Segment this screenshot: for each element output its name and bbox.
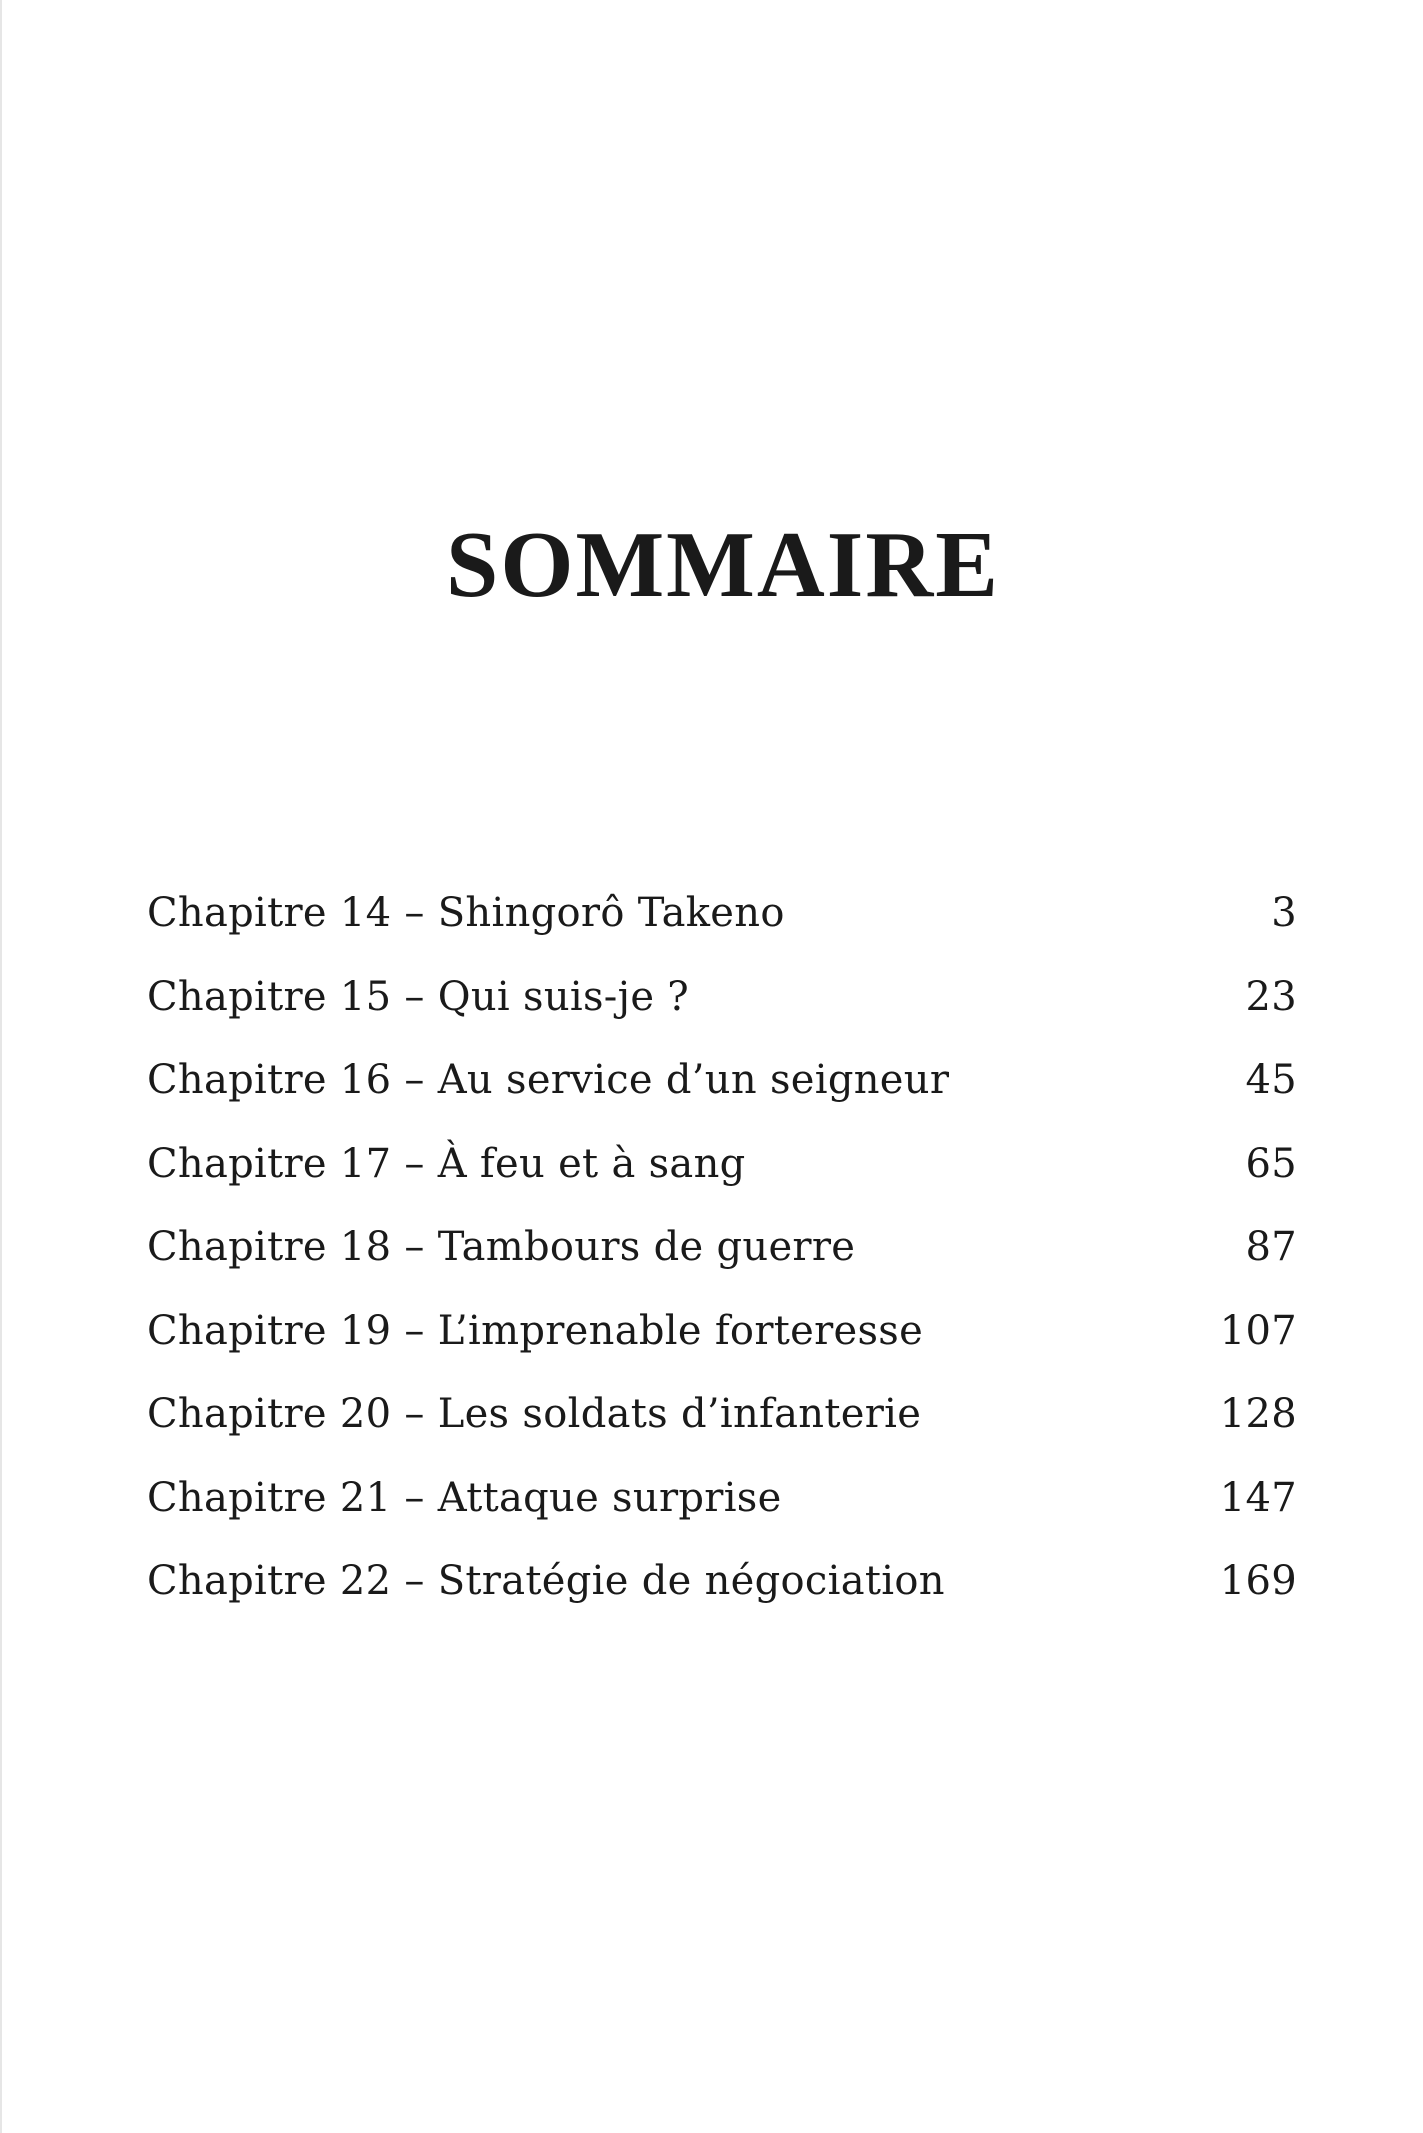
toc-entry-page-number: 128 bbox=[1219, 1391, 1297, 1437]
toc-entry-chapter-14 bbox=[147, 872, 1297, 956]
table-of-contents bbox=[147, 872, 1297, 1624]
toc-entry-label: Chapitre 19 – L’imprenable forteresse bbox=[147, 1307, 924, 1354]
toc-entry-label: Chapitre 21 – Attaque surprise bbox=[147, 1474, 782, 1521]
toc-entry-page-number: 23 bbox=[1245, 973, 1297, 1020]
toc-entry-label: Chapitre 15 – Qui suis-je ? bbox=[147, 973, 690, 1020]
toc-entry-label: Chapitre 16 – Au service d’un seigneur bbox=[147, 1057, 950, 1103]
toc-entry-label: Chapitre 22 – Stratégie de négociation bbox=[147, 1558, 945, 1604]
page-edge bbox=[0, 0, 2, 2133]
toc-entry-page-number: 147 bbox=[1219, 1474, 1297, 1521]
toc-entry-page-number: 3 bbox=[1271, 890, 1297, 936]
toc-entry-page-number: 107 bbox=[1219, 1307, 1297, 1354]
toc-entry-chapter-15 bbox=[147, 956, 1297, 1040]
toc-entry-chapter-21 bbox=[147, 1457, 1297, 1541]
toc-entry-chapter-18 bbox=[147, 1206, 1297, 1290]
toc-entry-chapter-16 bbox=[147, 1039, 1297, 1123]
toc-entry-label: Chapitre 17 – À feu et à sang bbox=[147, 1140, 746, 1187]
toc-entry-label: Chapitre 18 – Tambours de guerre bbox=[147, 1224, 856, 1270]
toc-entry-page-number: 45 bbox=[1245, 1057, 1297, 1103]
toc-entry-label: Chapitre 20 – Les soldats d’infanterie bbox=[147, 1391, 922, 1437]
toc-entry-chapter-22 bbox=[147, 1540, 1297, 1624]
toc-entry-chapter-20 bbox=[147, 1373, 1297, 1457]
page-title: SOMMAIRE bbox=[446, 513, 1000, 617]
toc-entry-page-number: 87 bbox=[1245, 1224, 1297, 1270]
toc-entry-page-number: 65 bbox=[1245, 1140, 1297, 1187]
toc-entry-label: Chapitre 14 – Shingorô Takeno bbox=[147, 890, 785, 936]
toc-entry-page-number: 169 bbox=[1219, 1558, 1297, 1604]
toc-entry-chapter-19 bbox=[147, 1290, 1297, 1374]
toc-entry-chapter-17 bbox=[147, 1123, 1297, 1207]
